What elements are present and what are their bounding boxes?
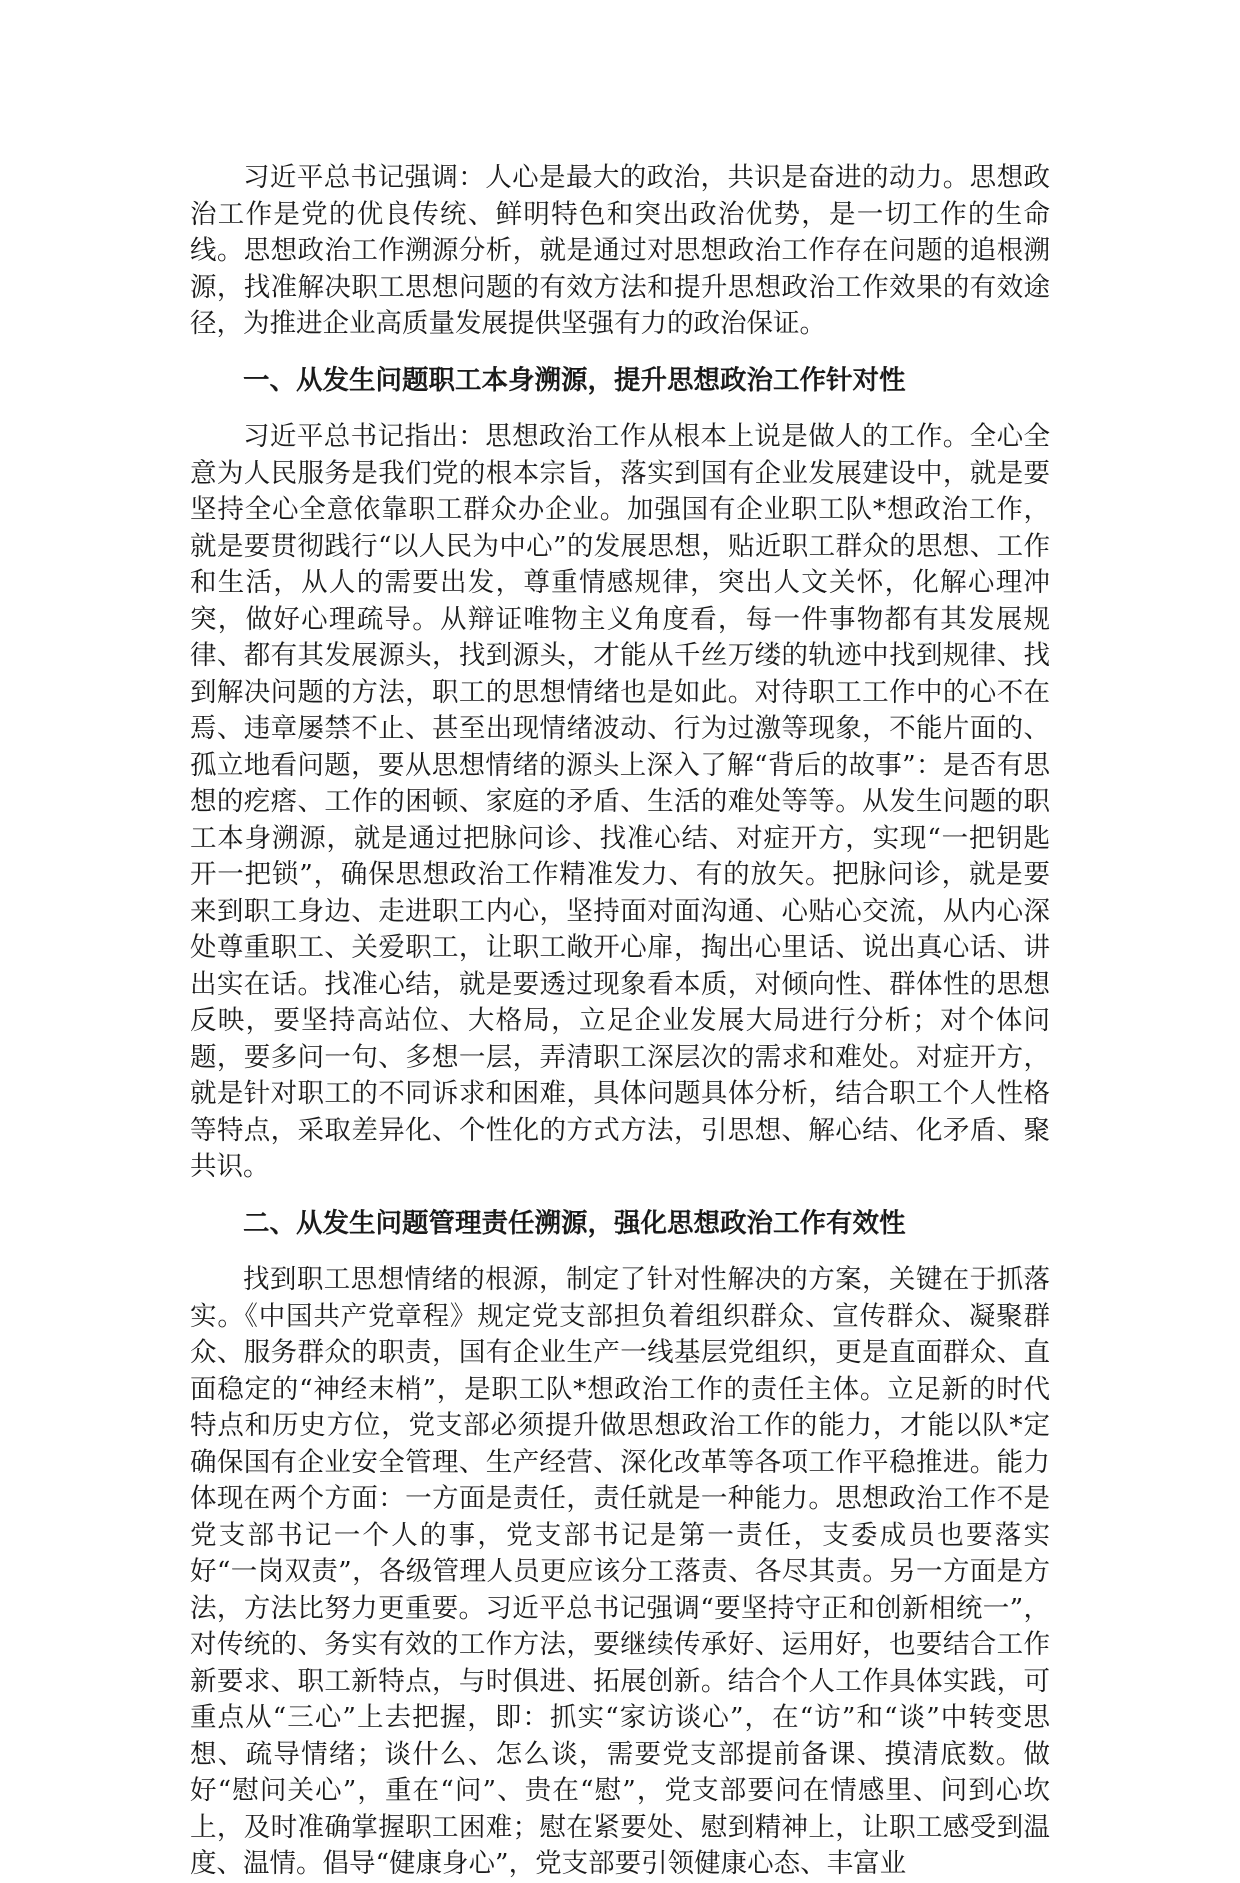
section-heading-2: 二、从发生问题管理责任溯源，强化思想政治工作有效性 (243, 1207, 906, 1239)
intro-paragraph: 习近平总书记强调：人心是最大的政治，共识是奋进的动力。思想政治工作是党的优良传统、鲜明特色和突出政治优势，是一切工作的生命线。思想政治工作溯源分析，就是通过对思想政治工作存在问题的追根溯源，找准解决职工思想问题的有效方法和提升思想政治工作效果的有效途径，为推进企业高质量发展提供坚强有力的政治保证。 (190, 162, 1050, 339)
section-1-paragraph: 习近平总书记指出：思想政治工作从根本上说是做人的工作。全心全意为人民服务是我们党的根本宗旨，落实到国有企业发展建设中，就是要坚持全心全意依靠职工群众办企业。加强国有企业职工队*想政治工作，就是要贯彻践行“以人民为中心”的发展思想，贴近职工群众的思想、工作和生活，从人的需要出发，尊重情感规律，突出人文关怀，化解心理冲突，做好心理疏导。从辩证唯物主义角度看，每一件事物都有其发展规律、都有其发展源头，找到源头，才能从千丝万缕的轨迹中找到规律、找到解决问题的方法，职工的思想情绪也是如此。对待职工工作中的心不在焉、违章屡禁不止、甚至出现情绪波动、行为过激等现象，不能片面的、孤立地看问题，要从思想情绪的源头上深入了解“背后的故事”：是否有思想的疙瘩、工作的困顿、家庭的矛盾、生活的难处等等。从发生问题的职工本身溯源，就是通过把脉问诊、找准心结、对症开方，实现“一把钥匙开一把锁”，确保思想政治工作精准发力、有的放矢。把脉问诊，就是要来到职工身边、走进职工内心，坚持面对面沟通、心贴心交流，从内心深处尊重职工、关爱职工，让职工敞开心扉，掏出心里话、说出真心话、讲出实在话。找准心结，就是要透过现象看本质，对倾向性、群体性的思想反映，要坚持高站位、大格局，立足企业发展大局进行分析；对个体问题，要多问一句、多想一层，弄清职工深层次的需求和难处。对症开方，就是针对职工的不同诉求和困难，具体问题具体分析，结合职工个人性格等特点，采取差异化、个性化的方式方法，引思想、解心结、化矛盾、聚共识。 (190, 421, 1050, 1182)
document-page (190, 160, 1050, 1883)
section-2-paragraph: 找到职工思想情绪的根源，制定了针对性解决的方案，关键在于抓落实。《中国共产党章程》规定党支部担负着组织群众、宣传群众、凝聚群众、服务群众的职责，国有企业生产一线基层党组织，更是直面群众、直面稳定的“神经末梢”，是职工队*想政治工作的责任主体。立足新的时代特点和历史方位，党支部必须提升做思想政治工作的能力，才能以队*定确保国有企业安全管理、生产经营、深化改革等各项工作平稳推进。能力体现在两个方面：一方面是责任，责任就是一种能力。思想政治工作不是党支部书记一个人的事，党支部书记是第一责任，支委成员也要落实好“一岗双责”，各级管理人员更应该分工落责、各尽其责。另一方面是方法，方法比努力更重要。习近平总书记强调“要坚持守正和创新相统一”，对传统的、务实有效的工作方法，要继续传承好、运用好，也要结合工作新要求、职工新特点，与时俱进、拓展创新。结合个人工作具体实践，可重点从“三心”上去把握，即：抓实“家访谈心”，在“访”和“谈”中转变思想、疏导情绪；谈什么、怎么谈，需要党支部提前备课、摸清底数。做好“慰问关心”，重在“问”、贵在“慰”，党支部要问在情感里、问到心坎上，及时准确掌握职工困难；慰在紧要处、慰到精神上，让职工感受到温度、温情。倡导“健康身心”，党支部要引领健康心态、丰富业 (190, 1264, 1050, 1879)
section-heading-1: 一、从发生问题职工本身溯源，提升思想政治工作针对性 (243, 364, 906, 396)
